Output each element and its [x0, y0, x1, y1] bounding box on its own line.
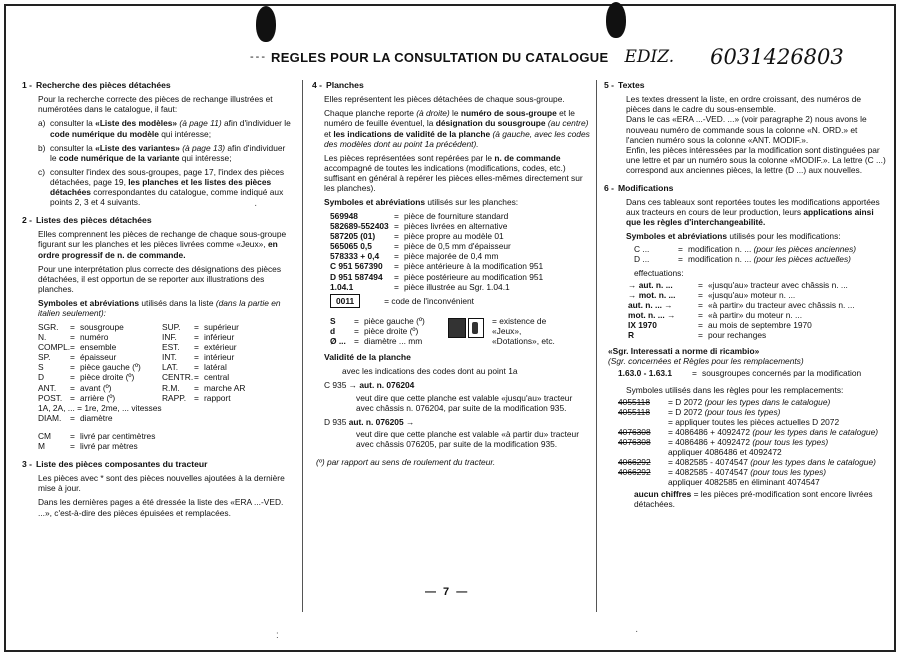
- list-item: b) consulter la «Liste des variantes» (à page 13) afin d'individuer le code numérique de la variante qui intéresse;: [38, 142, 286, 163]
- paragraph: Les pièces avec * sont des pièces nouvelles ajoutées à la dernière mise à jour.: [38, 473, 285, 494]
- subsection-heading: «Sgr. Interessati a norme di ricambio»: [608, 346, 760, 357]
- page-title: REGLES POUR LA CONSULTATION DU CATALOGUE: [271, 49, 609, 65]
- paragraph: Elles représentent les pièces détachées de chaque sous-groupe.: [324, 94, 565, 105]
- column-middle: [312, 80, 590, 610]
- column-right: [604, 80, 886, 610]
- section-heading: 2 - Listes des pièces détachées: [22, 215, 152, 226]
- paragraph: Symboles et abréviations utilisés dans la liste (dans la partie en italien seulement):: [38, 297, 281, 318]
- paragraph: Chaque planche reporte (à droite) le numéro de sous-groupe et le numéro de feuille éventuel, la désignation du sousgroupe (au centre) et les indications de validité de la planche (à gauche, avec les codes des modèles dont au point 1a précédent).: [324, 108, 590, 149]
- handwritten-number: 6031426803: [710, 45, 844, 69]
- paragraph: aucun chiffres = les pièces pré-modification sont encore livrées détachées.: [634, 489, 873, 510]
- paragraph: Symboles utilisés dans les règles pour les remplacements:: [626, 384, 844, 395]
- scan-speck: ·: [635, 626, 639, 637]
- validity-code: C 935 → aut. n. 076204: [324, 380, 415, 391]
- inconvenience-code-row: 0011 = code de l'inconvénient: [312, 292, 590, 310]
- abbreviation-row: DIAM. = diamètre: [38, 412, 113, 423]
- validity-code: D 935 aut. n. 076205 →: [324, 416, 415, 427]
- plate-symbol-list: 569948 = pièce de fourniture standard 582689-552403 = pièces livrées en alternative 587205 (01) = pièce propre au modèle 01 565065 0,5 = pièce de 0,5 mm d'épaisseur 578333 + 0,4 = pièce majorée de 0,4 mm C 951 567390 = pièce antérieure à la modification 951 D 951 587494 = pièce postérieure au modification 951 1.04.1 = pièce illustrée au Sgr. 1.04.1: [330, 211, 544, 292]
- header-dashes: ---: [250, 51, 267, 63]
- column-divider: [596, 80, 597, 612]
- paragraph: Dans les dernières pages a été dressée la liste des «ERA ...-VED. ...», c'est-à-dire des pièces épuisées et remplacées.: [38, 497, 284, 518]
- label: effectuations:: [634, 267, 684, 278]
- paragraph: Enfin, les pièces intéressées par la modification sont distinguées par une lettre et par un numéro sous la colonne «MODIF.». La lettre (C ...) correspond aux anciennes pièces, la lettre (D ...) aux nouvelles.: [626, 144, 886, 175]
- list-item: a) consulter la «Liste des modèles» (à page 11) afin d'individuer le code numérique du modèle qui intéresse;: [38, 118, 291, 139]
- footnote: (º) par rapport au sens de roulement du tracteur.: [316, 456, 496, 467]
- replacement-rules: 4055118 = D 2072 (pour les types dans le catalogue) 4055118 = D 2072 (pour tous les types) = appliquer toutes les pièces actuelles D 2072 4076308 = 4086486 + 4092472 (pour les types dans le catalogue) 4076308 = 4086486 + 4092472 (pour tous les types) appliquer 4086486 et 4092472 4066292 = 4082585 - 4074547 (pour les types dans le catalogue) 4066292 = 4082585 - 4074547 (pour tous les types) appliquer 4082585 en éliminant 4074547: [618, 396, 879, 488]
- section-heading: 1 - Recherche des pièces détachées: [22, 80, 171, 90]
- section-heading: 6 - Modifications: [604, 182, 674, 193]
- paragraph: Elles comprennent les pièces de rechange de chaque sous-groupe figurant sur les planches et les pièces livrées comme «Jeux», en ordre progressif de n. de commande.: [38, 229, 287, 260]
- paragraph: veut dire que cette planche est valable «à partir du» tracteur avec châssis 076205, par suite de la modification 935.: [356, 428, 580, 449]
- paragraph: Pour une interprétation plus correcte des désignations des pièces détachées, il est opportun de se reporter aux illustrations des planches.: [38, 263, 282, 294]
- abbreviation-table: SGR. = sousgroupe SUP. = supérieur N. = numéro INF. = inférieur COMPL. = ensemble EST. = extérieur SP. = épaisseur INT. = intérieur S = pièce gauche (º) LAT. = latéral D = pièce droite (º) CENTR. = central ANT. = avant (º) R.M. = marche AR POST. = arrière (º) RAPP. = rapport: [38, 322, 246, 403]
- paragraph: Les textes dressent la liste, en ordre croissant, des numéros de pièces dans le cadre du sous-ensemble.: [626, 94, 862, 115]
- paragraph: Les pièces représentées sont repérées par le n. de commande accompagné de toutes les indications (modifications, codes, etc.) suffisant en général à repérer les pièces elles-mêmes directement sur les planches).: [324, 152, 583, 193]
- paragraph: Dans le cas «ERA ...-VED. ...» (voir paragraphe 2) nous avons le nouveau numéro de commande sous la colonne «N. ORD.» et l'ancien numéro sous la colonne «ANT. MODIF.».: [626, 114, 867, 145]
- subsection-subtitle: (Sgr. concernées et Règles pour les remplacements): [608, 356, 804, 367]
- paragraph: veut dire que cette planche est valable «jusqu'au» tracteur avec châssis n. 076204, par suite de la modification 935.: [356, 392, 573, 413]
- inconvenience-code-box: 0011: [330, 294, 360, 308]
- column-divider: [302, 80, 303, 612]
- scan-speck: :: [276, 630, 279, 641]
- paragraph: Pour la recherche correcte des pièces de rechange illustrées et numérotées dans le catalogue, il faut:: [38, 94, 273, 115]
- effectuation-list: → aut. n. ... = «jusqu'au» tracteur avec châssis n. ... → mot. n. ... = «jusqu'au» moteur n. ... aut. n. ... → = «à partir» du tracteur avec châssis n. ... mot. n. ... → = «à partir» du moteur n. ... IX 1970 = au mois de septembre 1970 R = pour rechanges: [628, 279, 855, 341]
- abbreviation-row: M = livré par mètres: [38, 440, 138, 451]
- section-heading: 4 - Planches: [312, 80, 364, 90]
- subgroup-row: 1.63.0 - 1.63.1 = sousgroupes concernés par la modification: [618, 368, 862, 379]
- abbreviation-row: CM = livré par centimètres: [38, 430, 156, 441]
- glyph-legend: S = pièce gauche (º) d = pièce droite (º) Ø ... = diamètre ... mm = existence de «Jeux», «Dotations», etc.: [330, 315, 555, 346]
- handwritten-code: EDIZ.: [624, 47, 675, 67]
- paragraph: Symboles et abréviations utilisés sur les planches:: [324, 197, 519, 208]
- page-header: [250, 44, 890, 70]
- paragraph: Symboles et abréviations utilisés pour les modifications:: [626, 231, 841, 242]
- paragraph: avec les indications des codes dont au point 1a: [342, 366, 518, 377]
- list-item: c) consulter l'index des sous-groupes, page 17, l'index des pièces détachées, page 19, les planches et les listes des pièces détachées correspondantes du catalogue, comme indiqué aux points 2, 3 et 4 suivants.: [38, 166, 285, 208]
- section-heading: 5 - Textes: [604, 80, 645, 90]
- kit-box-icon: [448, 316, 488, 340]
- page-number: — 7 —: [425, 586, 470, 598]
- section-heading: 3 - Liste des pièces composantes du tracteur: [22, 458, 208, 469]
- punch-hole-left: [256, 6, 276, 42]
- paragraph: Dans ces tableaux sont reportées toutes les modifications apportées aux tracteurs en cours de leur production, leurs applications ainsi que les règles d'interchangeabilité.: [626, 197, 880, 228]
- punch-hole-right: [606, 2, 626, 38]
- subsection-heading: Validité de la planche: [324, 352, 411, 363]
- column-left: [22, 80, 294, 610]
- modification-codes: C ... = modification n. ... (pour les pièces anciennes) D ... = modification n. ... (pour les pièces actuelles): [634, 243, 857, 264]
- abbreviation-extra: 1A, 2A, ... = 1re, 2me, ... vitesses: [38, 402, 162, 413]
- scan-speck: ·: [254, 200, 258, 211]
